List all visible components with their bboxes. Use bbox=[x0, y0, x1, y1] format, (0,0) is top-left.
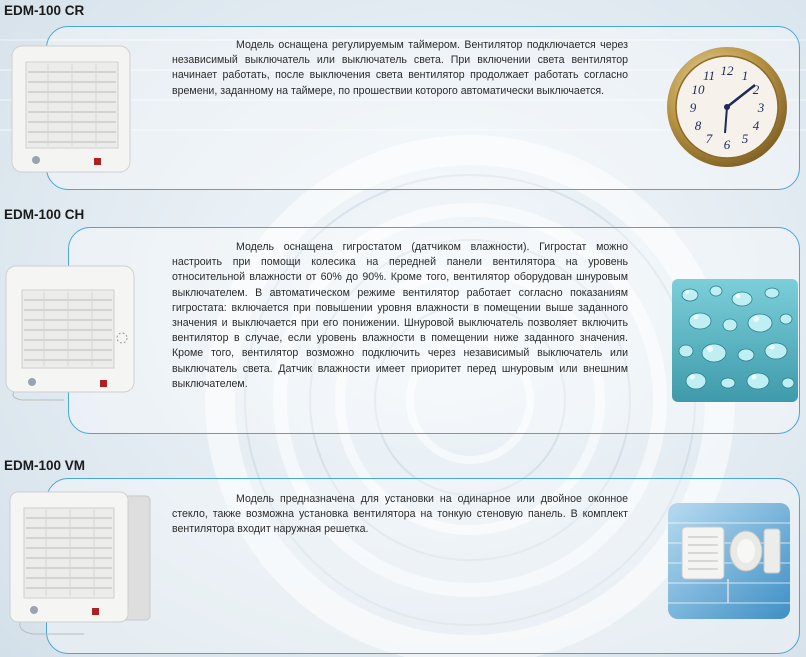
clock-number: 2 bbox=[752, 82, 760, 97]
clock-number: 5 bbox=[741, 131, 749, 146]
model-title-edm-100-ch: EDM-100 CH bbox=[4, 207, 85, 222]
clock-number: 10 bbox=[691, 82, 705, 97]
clock-number: 4 bbox=[752, 118, 760, 133]
clock-number: 1 bbox=[741, 68, 749, 83]
window-mounted-fan-icon bbox=[668, 503, 790, 619]
clock-number: 12 bbox=[720, 63, 734, 78]
clock-number: 7 bbox=[705, 131, 713, 146]
description-edm-100-cr: Модель оснащена регулируемым таймером. Вентилятор подключается через независимый выключатель или выключатель света. При включении света вентилятор начинает работать, после выключения света вентилятор продолжает работать согласно времени, заданному на таймере, по прошествии которого автоматически выключается. bbox=[172, 39, 628, 97]
clock-number: 6 bbox=[723, 137, 731, 152]
clock-number: 11 bbox=[702, 68, 716, 83]
fan-edm-100-vm-image bbox=[4, 490, 154, 640]
model-title-edm-100-vm: EDM-100 VM bbox=[4, 458, 86, 473]
water-droplets-icon bbox=[672, 279, 798, 402]
description-edm-100-ch: Модель оснащена гигростатом (датчиком влажности). Гигростат можно настроить при помощи колесика на передней панели вентилятора на уровень относительной влажности от 60% до 90%. Кроме того, вентилятор оборудован шнуровым выключателем. В автоматическом режиме вентилятор работает согласно показаниям гигростата: включается при повышении уровня влажности в помещении выше заданного значения и выключается при его понижении. Шнуровой выключатель позволяет включить вентилятор в случае, если уровень влажности в помещении ниже заданного значения. Кроме того, вентилятор возможно подключить через независимый выключатель или выключатель света. Датчик влажности имеет приоритет перед шнуровым или внешним выключателем. bbox=[172, 241, 628, 390]
description-edm-100-vm: Модель предназначена для установки на одинарное или двойное оконное стекло, также возможна установка вентилятора на тонкую стеновую панель. В комплект вентилятора входит наружная решетка. bbox=[172, 493, 628, 536]
clock-number: 3 bbox=[757, 100, 765, 115]
clock-number: 9 bbox=[689, 100, 697, 115]
clock-number: 8 bbox=[694, 118, 702, 133]
model-title-edm-100-cr: EDM-100 CR bbox=[4, 3, 85, 18]
fan-edm-100-ch-image bbox=[4, 264, 140, 404]
fan-edm-100-cr-image bbox=[10, 44, 134, 176]
clock-icon bbox=[665, 45, 789, 169]
